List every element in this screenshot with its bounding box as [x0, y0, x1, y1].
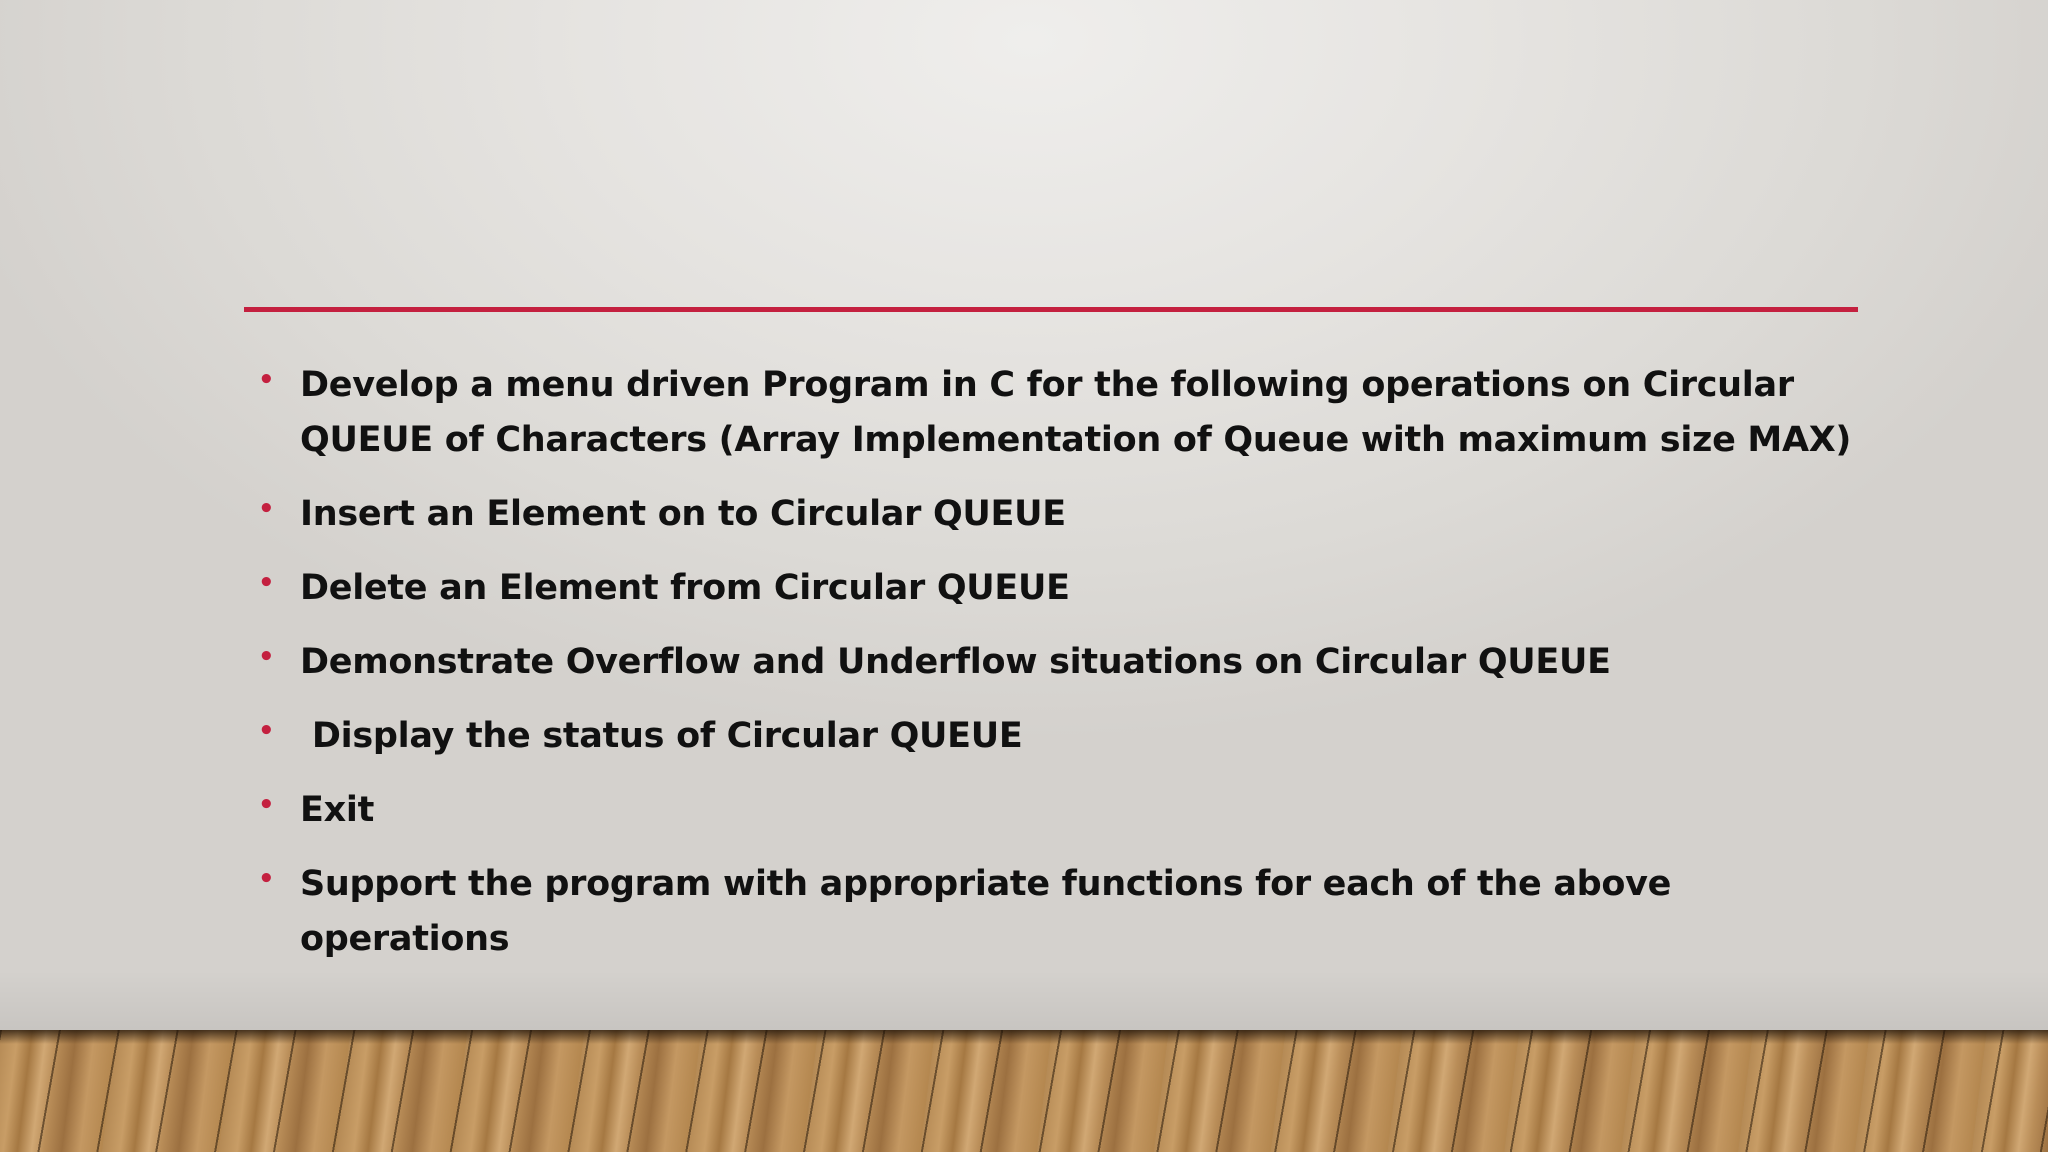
bullet-text: Display the status of Circular QUEUE: [300, 716, 1023, 756]
list-item: [258, 561, 1868, 616]
list-item: [258, 783, 1868, 838]
bullet-text: Support the program with appropriate functions for each of the above operations: [300, 864, 1672, 959]
bullet-icon: •: [258, 864, 275, 894]
bullet-text: Delete an Element from Circular QUEUE: [300, 568, 1070, 608]
list-item: [258, 635, 1868, 690]
bullet-icon: •: [258, 568, 275, 598]
list-item: [258, 709, 1868, 764]
bullet-icon: •: [258, 716, 275, 746]
bullet-text: Develop a menu driven Program in C for the following operations on Circular QUEUE of Characters (Array Implementation of Queue with maximum size MAX): [300, 365, 1852, 460]
bullet-icon: •: [258, 365, 275, 395]
bullet-icon: •: [258, 642, 275, 672]
bullet-icon: •: [258, 790, 275, 820]
title-divider-line: [244, 307, 1858, 312]
bullet-text: Insert an Element on to Circular QUEUE: [300, 494, 1066, 534]
bullet-list: [258, 358, 1868, 986]
bullet-icon: •: [258, 494, 275, 524]
wood-floor: [0, 1030, 2048, 1152]
bullet-text: Exit: [300, 790, 375, 830]
list-item: [258, 358, 1868, 468]
list-item: [258, 857, 1868, 967]
bullet-text: Demonstrate Overflow and Underflow situations on Circular QUEUE: [300, 642, 1611, 682]
list-item: [258, 487, 1868, 542]
